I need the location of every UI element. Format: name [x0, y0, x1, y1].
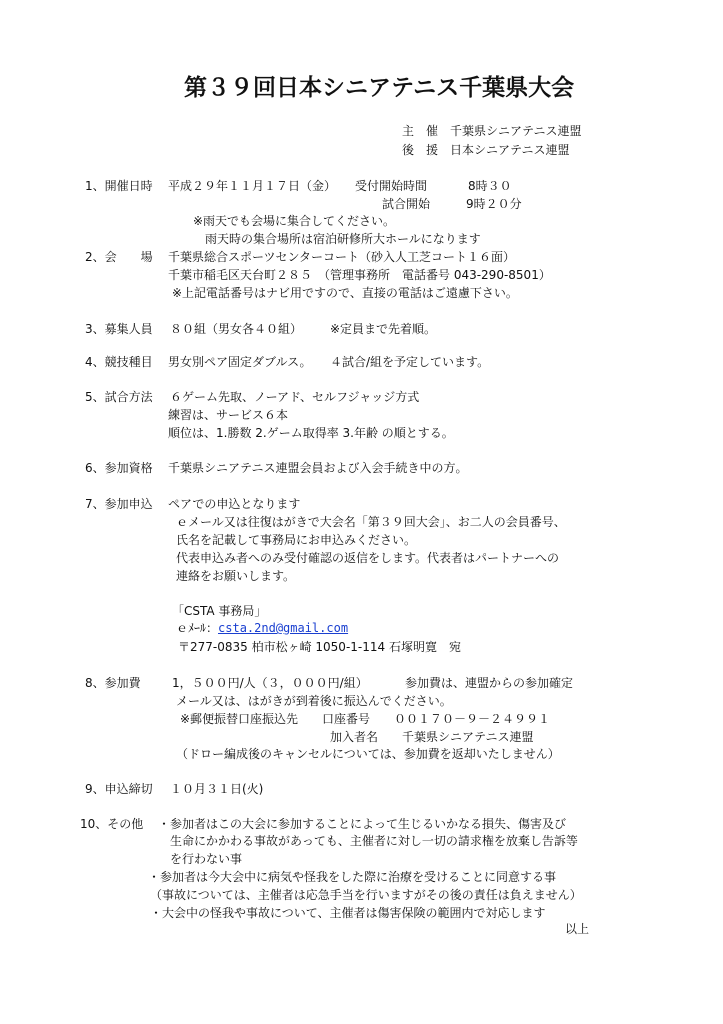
venue-name: 千葉県総合スポーツセンターコート（砂入人工芝コート１６面）	[168, 250, 516, 264]
cancel-policy: （ドロー編成後のキャンセルについては、参加費を返却いたしません）	[176, 747, 560, 761]
practice-rule: 練習は、サービス６本	[168, 408, 289, 422]
account-holder: 加入者名 千葉県シニアテニス連盟	[330, 730, 534, 744]
match-format: ６ゲーム先取、ノーアド、セルフジャッジ方式	[170, 390, 420, 404]
section-7-label: 7、参加申込	[85, 497, 153, 511]
ranking-rule: 順位は、1.勝数 2.ゲーム取得率 3.年齢 の順とする。	[168, 426, 454, 440]
section-2-label: 2、会 場	[85, 250, 153, 264]
reception-label: 受付開始時間	[355, 179, 428, 193]
rain-note: ※雨天でも会場に集合してください。	[193, 214, 396, 228]
section-8-label: 8、参加費	[85, 676, 141, 690]
bank-account: ※郵便振替口座振込先 口座番号 ００１７０－９－２４９９１	[180, 712, 551, 726]
other-item-1-line-3: を行わない事	[170, 852, 243, 866]
section-9-label: 9、申込締切	[85, 782, 153, 796]
office-name: 「CSTA 事務局」	[172, 604, 267, 618]
application-line-1: ペアでの申込となります	[168, 497, 301, 511]
venue-address: 千葉市稲毛区天台町２８５ （管理事務所 電話番号 043-290-8501）	[168, 268, 551, 282]
event-date: 平成２９年１１月１７日（金）	[168, 179, 337, 193]
phone-note: ※上記電話番号はナビ用ですので、直接の電話はご遠慮下さい。	[172, 286, 518, 300]
deadline: １０月３１日(火)	[170, 782, 264, 796]
reception-time: 8時３０	[468, 179, 512, 193]
match-start-time: 9時２０分	[466, 197, 522, 211]
event-type: 男女別ペア固定ダブルス。	[168, 355, 312, 369]
application-line-5: 連絡をお願いします。	[176, 569, 296, 583]
other-item-1-line-1: ・参加者はこの大会に参加することによって生じるいかなる損失、傷害及び	[158, 817, 567, 831]
rain-location-note: 雨天時の集合場所は宿泊研修所大ホールになります	[205, 232, 481, 246]
application-line-2: ｅメール又は往復はがきで大会名「第３９回大会」、お二人の会員番号、	[176, 515, 566, 529]
other-item-1-line-2: 生命にかかわる事故があっても、主催者に対し一切の請求権を放棄し告訴等	[170, 834, 578, 848]
section-10-label: 10、その他	[80, 817, 144, 831]
section-1-label: 1、開催日時	[85, 179, 153, 193]
fee-note-2: メール又は、はがきが到着後に振込んでください。	[176, 694, 452, 708]
section-5-label: 5、試合方法	[85, 390, 153, 404]
section-4-label: 4、競技種目	[85, 355, 153, 369]
other-item-3: ・大会中の怪我や事故について、主催者は傷害保険の範囲内で対応します	[150, 906, 546, 920]
other-item-2-line-1: ・参加者は今大会中に病気や怪我をした際に治療を受けることに同意する事	[148, 870, 557, 884]
fee-note-1: 参加費は、連盟からの参加確定	[405, 676, 574, 690]
entry-fee: 1，５００円/人（３，０００円/組）	[172, 676, 368, 690]
recruit-count: ８０組（男女各４０組）	[170, 322, 303, 336]
eligibility-text: 千葉県シニアテニス連盟会員および入会手続き中の方。	[168, 461, 468, 475]
email-row	[176, 621, 348, 635]
section-3-label: 3、募集人員	[85, 322, 153, 336]
recruit-note: ※定員まで先着順。	[330, 322, 437, 336]
organizer-line: 主 催 千葉県シニアテニス連盟	[402, 124, 582, 138]
section-6-label: 6、参加資格	[85, 461, 153, 475]
application-line-3: 氏名を記載して事務局にお申込みください。	[176, 533, 417, 547]
closing-mark: 以上	[565, 922, 590, 936]
event-note: ４試合/組を予定しています。	[330, 355, 490, 369]
document-title: 第３９回日本シニアテニス千葉県大会	[184, 75, 575, 101]
other-item-2-line-2: （事故については、主催者は応急手当を行いますがその後の責任は負えません）	[150, 888, 582, 902]
email-link[interactable]: csta.2nd@gmail.com	[218, 621, 349, 635]
application-line-4: 代表申込み者へのみ受付確認の返信をします。代表者はパートナーへの	[176, 551, 560, 565]
sponsor-line: 後 援 日本シニアテニス連盟	[402, 143, 570, 157]
postal-address: 〒277-0835 柏市松ヶ崎 1050-1-114 石塚明寛 宛	[178, 640, 461, 654]
match-start-label: 試合開始	[382, 197, 431, 211]
email-label: ｅﾒｰﾙ：	[176, 621, 219, 635]
